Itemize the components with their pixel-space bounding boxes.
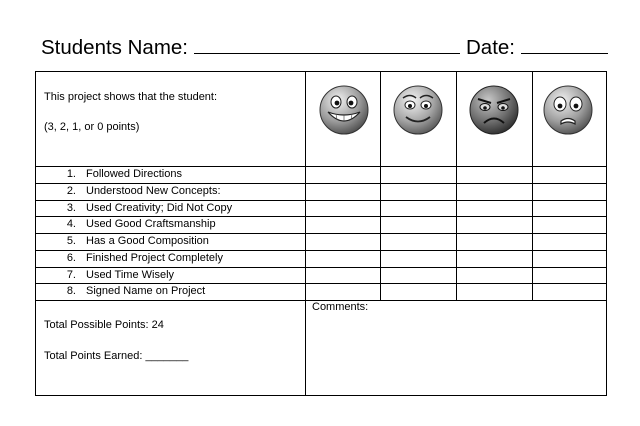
student-name-field[interactable] — [194, 32, 460, 54]
smile-face-icon — [392, 84, 444, 136]
criterion-label: Understood New Concepts: — [86, 184, 221, 197]
list-item — [36, 250, 306, 267]
list-item — [36, 166, 306, 183]
date-label: Date: — [466, 36, 515, 59]
list-item — [36, 267, 306, 284]
criterion-label: Used Creativity; Did Not Copy — [86, 201, 233, 214]
list-item — [36, 183, 306, 200]
item-number: 5. — [66, 235, 76, 247]
totals-section — [44, 318, 188, 363]
worried-face-icon — [542, 84, 594, 136]
big-grin-face-icon — [318, 84, 370, 136]
list-item — [36, 200, 306, 217]
item-number: 1. — [66, 168, 76, 180]
criterion-label: Finished Project Completely — [86, 251, 223, 264]
frown-face-icon — [468, 84, 520, 136]
item-number: 3. — [66, 201, 76, 214]
list-item — [36, 216, 306, 233]
comments-label: Comments: — [312, 301, 369, 313]
item-number: 8. — [66, 285, 76, 298]
criterion-label: Used Good Craftsmanship — [86, 218, 216, 231]
list-item — [36, 233, 306, 250]
intro-line: This project shows that the student: — [44, 91, 218, 103]
rubric-table — [35, 71, 607, 396]
list-item — [36, 283, 306, 300]
item-number: 4. — [66, 218, 76, 231]
criterion-label: Has a Good Composition — [86, 235, 209, 247]
intro-text — [44, 90, 217, 150]
item-number: 6. — [66, 251, 76, 264]
total-points-earned: Total Points Earned: _______ — [44, 350, 189, 362]
criterion-label: Followed Directions — [86, 168, 182, 180]
date-field[interactable] — [521, 32, 608, 54]
criterion-label: Used Time Wisely — [86, 268, 175, 281]
student-name-label: Students Name: — [41, 36, 188, 59]
points-scale-note: (3, 2, 1, or 0 points) — [44, 121, 140, 133]
item-number: 2. — [66, 184, 76, 197]
criteria-list — [36, 166, 306, 300]
item-number: 7. — [66, 268, 76, 281]
header — [41, 32, 621, 64]
criterion-label: Signed Name on Project — [86, 285, 206, 298]
total-possible-points: Total Possible Points: 24 — [44, 319, 164, 331]
